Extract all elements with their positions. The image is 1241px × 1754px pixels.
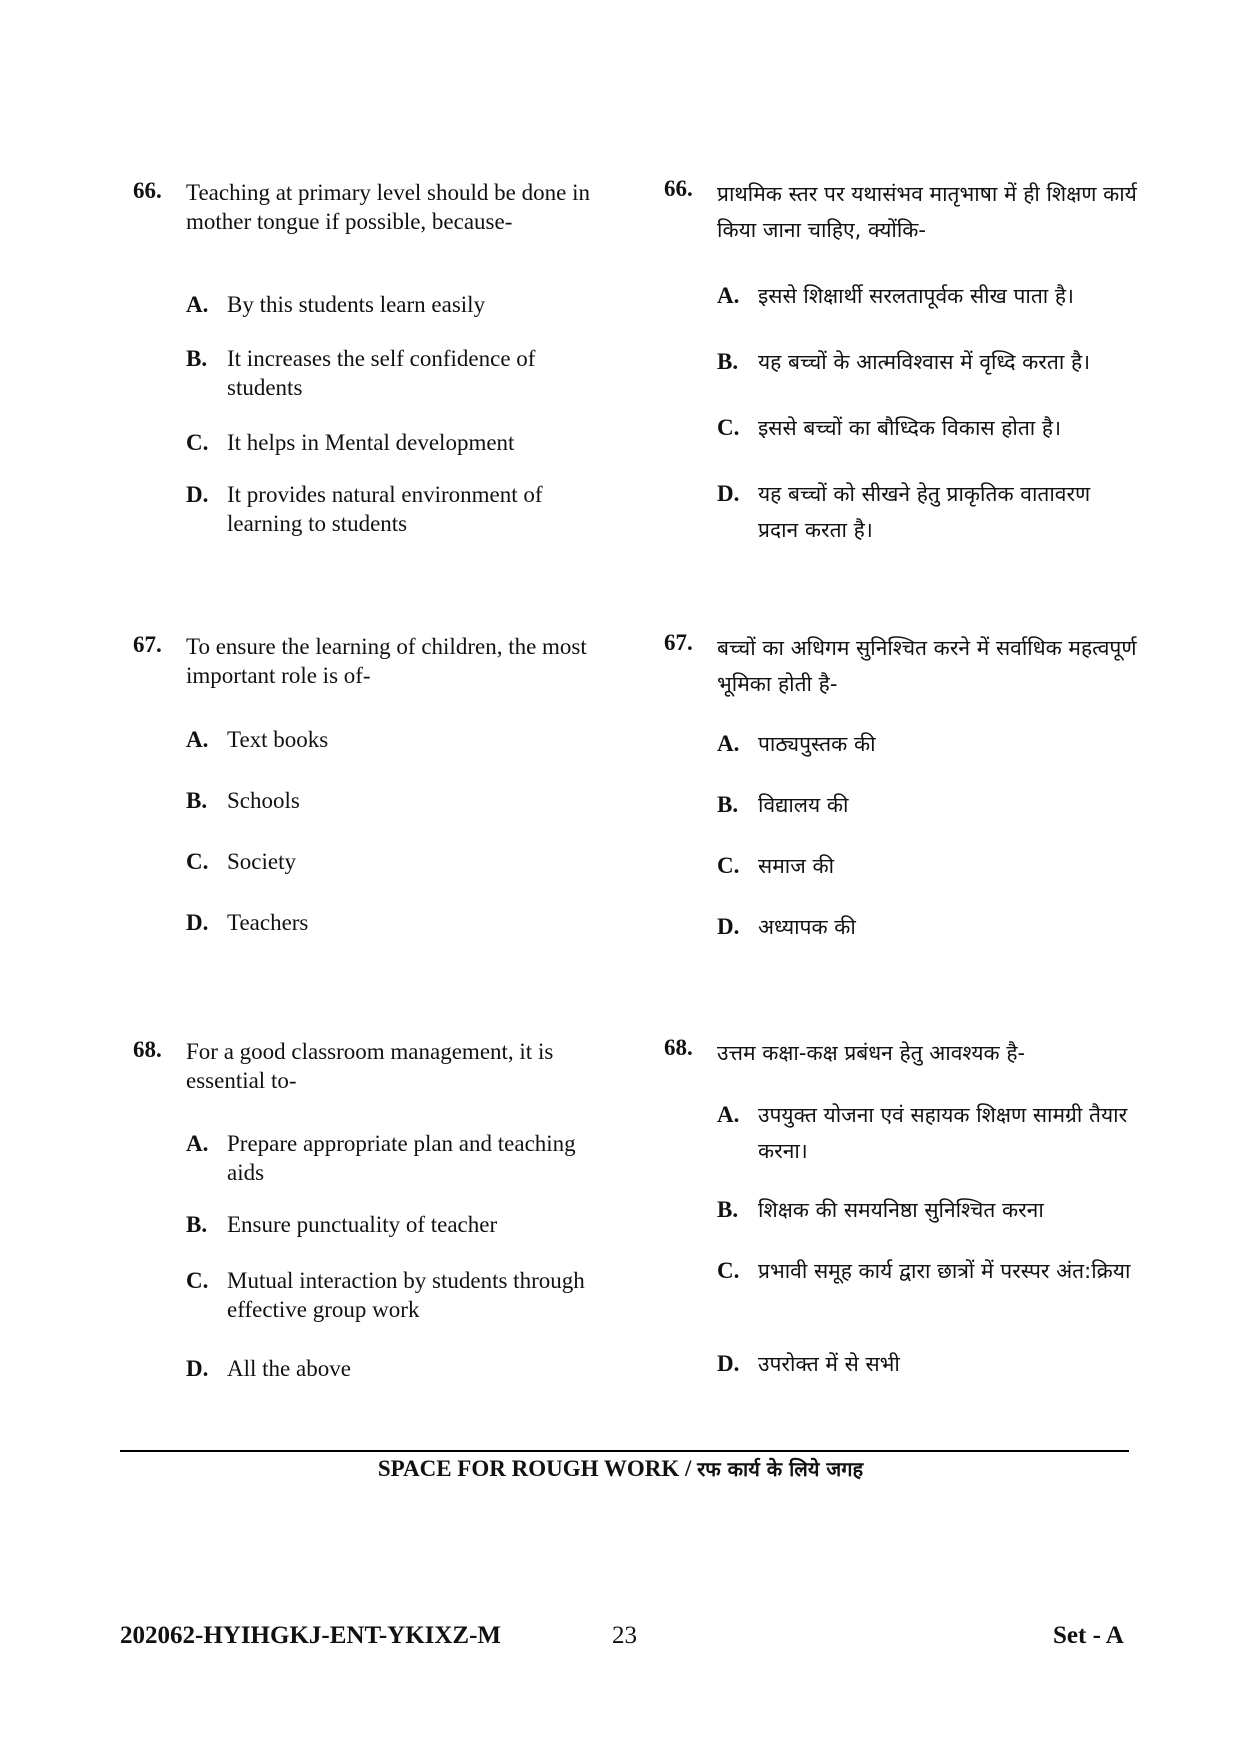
option-text: All the above (227, 1356, 351, 1381)
option-label: C. (717, 1258, 740, 1283)
option-label: C. (717, 415, 740, 440)
page-number: 23 (612, 1622, 637, 1649)
option-label: B. (717, 1197, 739, 1222)
option-label: D. (186, 910, 209, 935)
option-text: It provides natural environment of learning to students (227, 482, 543, 536)
option-text: विद्यालय की (758, 793, 849, 817)
divider-line (120, 1450, 1129, 1452)
option-text: Society (227, 849, 296, 874)
option-text: उपयुक्त योजना एवं सहायक शिक्षण सामग्री तैयार करना। (758, 1103, 1128, 1163)
option-text: प्रभावी समूह कार्य द्वारा छात्रों में परस्पर अंत:क्रिया (758, 1259, 1131, 1283)
footer-code: 202062-HYIHGKJ-ENT-YKIXZ-M (120, 1622, 502, 1649)
option-b (717, 344, 1137, 380)
option-b (186, 1210, 606, 1239)
option-label: C. (186, 430, 209, 455)
option-label: B. (186, 346, 208, 371)
option-label: A. (186, 1131, 209, 1156)
option-a (186, 725, 606, 754)
option-text: It increases the self confidence of students (227, 346, 536, 400)
option-label: B. (717, 792, 739, 817)
rough-work-en: SPACE FOR ROUGH WORK / (377, 1456, 698, 1481)
option-label: D. (717, 481, 740, 506)
question-number: 66. (133, 178, 162, 203)
option-text: Ensure punctuality of teacher (227, 1212, 498, 1237)
option-text: Teachers (227, 910, 309, 935)
option-c (717, 848, 1137, 884)
option-d (186, 908, 606, 937)
option-label: C. (186, 1268, 209, 1293)
question-number: 68. (133, 1037, 162, 1062)
option-text: Schools (227, 788, 300, 813)
option-label: A. (717, 731, 740, 756)
option-label: A. (717, 283, 740, 308)
option-label: A. (717, 1102, 740, 1127)
option-d (717, 909, 1137, 945)
rough-work-label (0, 1455, 1241, 1482)
option-text: इससे शिक्षार्थी सरलतापूर्वक सीख पाता है। (758, 284, 1075, 308)
option-label: D. (717, 1351, 740, 1376)
question-number: 67. (133, 632, 162, 657)
option-label: A. (186, 727, 209, 752)
option-text: By this students learn easily (227, 292, 486, 317)
option-label: D. (717, 914, 740, 939)
option-d (717, 1346, 1137, 1382)
question-text: For a good classroom management, it is essential to- (186, 1039, 554, 1093)
rough-work-hi: रफ कार्य के लिये जगह (697, 1457, 864, 1481)
question-text: उत्तम कक्षा-कक्ष प्रबंधन हेतु आवश्यक है- (717, 1041, 1026, 1065)
option-d (717, 476, 1137, 548)
option-label: A. (186, 292, 209, 317)
option-a (717, 1097, 1137, 1169)
question-number: 68. (664, 1035, 693, 1060)
question-text: प्राथमिक स्तर पर यथासंभव मातृभाषा में ही शिक्षण कार्य किया जाना चाहिए, क्योंकि- (717, 182, 1137, 242)
question-number: 66. (664, 176, 693, 201)
option-c (186, 847, 606, 876)
option-label: B. (186, 788, 208, 813)
option-b (717, 1192, 1137, 1228)
option-text: यह बच्चों को सीखने हेतु प्राकृतिक वातावरण प्रदान करता है। (758, 482, 1091, 542)
option-label: B. (717, 349, 739, 374)
question-text: बच्चों का अधिगम सुनिश्चित करने में सर्वाधिक महत्वपूर्ण भूमिका होती है- (717, 636, 1137, 696)
option-b (186, 786, 606, 815)
option-label: B. (186, 1212, 208, 1237)
option-c (186, 1266, 606, 1324)
option-d (186, 1354, 606, 1383)
option-text: इससे बच्चों का बौध्दिक विकास होता है। (758, 416, 1062, 440)
question-text: To ensure the learning of children, the most important role is of- (186, 634, 587, 688)
option-a (186, 1129, 606, 1187)
option-b (186, 344, 606, 402)
option-label: D. (186, 1356, 209, 1381)
option-d (186, 480, 606, 538)
option-a (717, 726, 1137, 762)
option-text: उपरोक्त में से सभी (758, 1352, 900, 1376)
option-text: Mutual interaction by students through effective group work (227, 1268, 585, 1322)
option-text: यह बच्चों के आत्मविश्वास में वृध्दि करता है। (758, 350, 1091, 374)
option-c (717, 410, 1137, 446)
option-text: शिक्षक की समयनिष्ठा सुनिश्चित करना (758, 1198, 1044, 1222)
option-c (717, 1253, 1137, 1289)
option-b (717, 787, 1137, 823)
question-number: 67. (664, 630, 693, 655)
set-label: Set - A (1053, 1622, 1124, 1649)
option-text: अध्यापक की (758, 915, 856, 939)
option-label: C. (717, 853, 740, 878)
option-a (186, 290, 606, 319)
option-a (717, 278, 1137, 314)
option-c (186, 428, 606, 457)
option-text: Text books (227, 727, 329, 752)
option-text: Prepare appropriate plan and teaching aids (227, 1131, 576, 1185)
option-text: पाठ्यपुस्तक की (758, 732, 876, 756)
question-text: Teaching at primary level should be done in mother tongue if possible, because- (186, 180, 590, 234)
option-label: C. (186, 849, 209, 874)
option-label: D. (186, 482, 209, 507)
option-text: समाज की (758, 854, 835, 878)
option-text: It helps in Mental development (227, 430, 515, 455)
